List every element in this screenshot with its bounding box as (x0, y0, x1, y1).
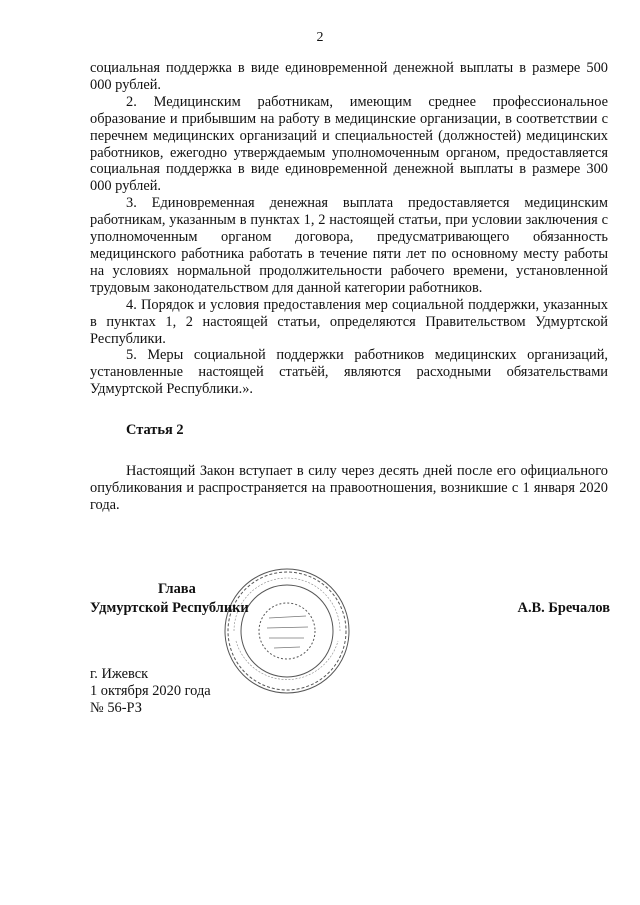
document-footer (90, 666, 211, 717)
article-2-heading: Статья 2 (126, 422, 184, 439)
paragraph-3: 3. Единовременная денежная выплата предоставляется медицинским работникам, указанным в пунктах 1, 2 настоящей статьи, при условии заключения с уполномоченным органом договора, предусматривающего обязанность медицинского работника работать в течение пяти лет по основному месту работы на условиях нормальной продолжительности рабочего времени, установленной трудовым законодательством для данной категории работников. (90, 195, 608, 296)
footer-date: 1 октября 2020 года (90, 683, 211, 699)
footer-city: г. Ижевск (90, 666, 149, 682)
footer-law-number: № 56-РЗ (90, 700, 142, 716)
page-number: 2 (316, 30, 324, 45)
signatory-name: А.В. Бречалов (517, 600, 610, 616)
paragraph-5: 5. Меры социальной поддержки работников медицинских организаций, установленные настоящей статьёй, являются расходными обязательствами Удмуртской Республики.». (90, 347, 608, 398)
paragraph-continuation: социальная поддержка в виде единовременной денежной выплаты в размере 500 000 рублей. (90, 60, 608, 93)
paragraph-4: 4. Порядок и условия предоставления мер социальной поддержки, указанных в пунктах 1, 2 настоящей статьи, определяются Правительством Удмуртской Республики. (90, 296, 608, 347)
law-text (90, 60, 608, 514)
paragraph-2: 2. Медицинским работникам, имеющим среднее профессиональное образование и прибывшим на работу в медицинские организации, в соответствии с перечнем медицинских организаций и специальностей (должностей) медицинских работников, ежегодно утверждаемым уполномоченным органом, предоставляется социальная поддержка в виде единовременной денежной выплаты в размере 300 000 рублей. (90, 93, 608, 195)
signature-title-line1: Глава (158, 581, 196, 597)
signature-block (90, 580, 610, 618)
signature-title-line2: Удмуртской Республики (90, 600, 249, 616)
paragraph-article-2: Настоящий Закон вступает в силу через десять дней после его официального опубликования и распространяется на правоотношения, возникшие с 1 января 2020 года. (90, 463, 608, 513)
